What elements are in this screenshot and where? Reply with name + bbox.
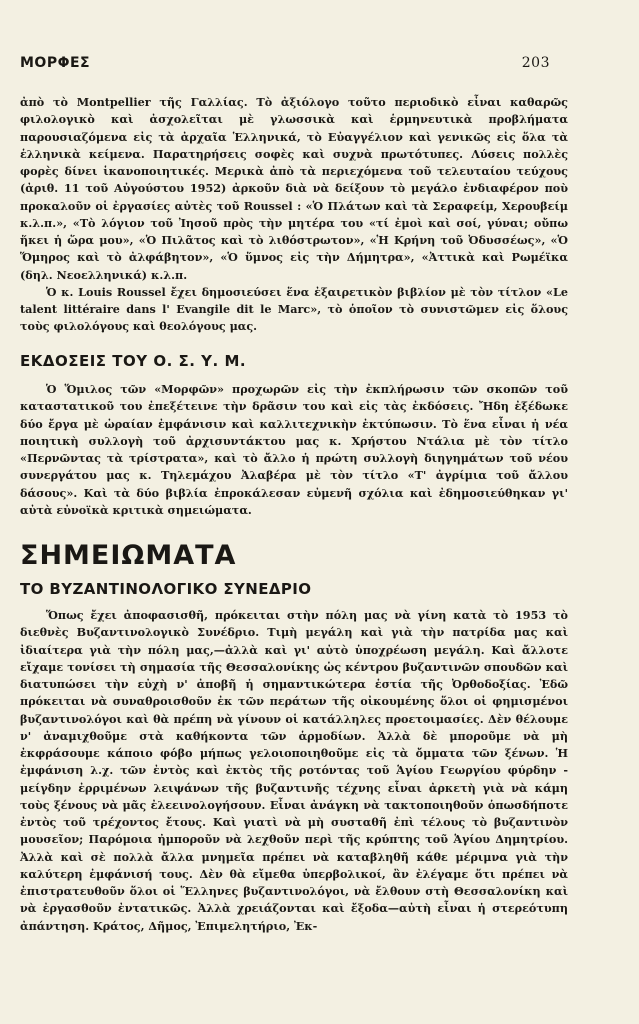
congress-block — [20, 607, 568, 935]
intro-paragraph: ἀπὸ τὸ Montpellier τῆς Γαλλίας. Τὸ ἀξιόλογο τοῦτο περιοδικὸ εἶναι καθαρῶς φιλολογικὸ καὶ ἀσχολεῖται μὲ γλωσσικὰ καὶ ἑρμηνευτικὰ προβλήματα παρουσιαζόμενα εἰς τὰ ἀρχαῖα Ἑλληνικά, τὸ Εὐαγγέλιον καὶ γενικῶς εἰς ὅλα τὰ ἑλληνικὰ κείμενα. Παρατηρήσεις σοφὲς καὶ συχνὰ πρωτότυπες. Λύσεις πολλὲς φορὲς δίνει ἱκανοποιητικές. Μερικὰ ἀπὸ τὰ περιεχόμενα τοῦ τελευταίου τεύχους (ἀριθ. 11 τοῦ Αὐγούστου 1952) ἀρκοῦν διὰ νὰ δείξουν τὸ μεγάλο ἐνδιαφέρον ποὺ προκαλοῦν οἱ ἐργασίες αὐτὲς τοῦ Roussel : «Ὁ Πλάτων καὶ τὰ Σεραφείμ, Χερουβείμ κ.λ.π.», «Τὸ λόγιον τοῦ Ἰησοῦ πρὸς τὴν μητέρα του «τί ἐμοὶ καὶ σοί, γύναι; οὔπω ἥκει ἡ ὥρα μου», «Ὁ Πιλᾶτος καὶ τὸ λιθόστρωτον», «Ἡ Κρήνη τοῦ Ὀδυσσέως», «Ὁ Ὅμηρος καὶ τὸ ἀλφάβητον», «Ὁ ὕμνος εἰς τὴν Δήμητρα», «Ἀττικὰ καὶ Ρωμέϊκα (δηλ. Νεοελληνικά) κ.λ.π. — [20, 95, 568, 282]
section-heading-editions: ΕΚΔΟΣΕΙΣ ΤΟΥ Ο. Σ. Υ. Μ. — [20, 352, 247, 370]
congress-paragraph: Ὅπως ἔχει ἀποφασισθῆ, πρόκειται στὴν πόλη μας νὰ γίνη κατὰ τὸ 1953 τὸ διεθνὲς Βυζαντινολογικὸ Συνέδριο. Τιμὴ μεγάλη καὶ γιὰ τὴν πατρίδα μας καὶ ἰδιαίτερα γιὰ τὴν πόλη μας,—ἀλλὰ καὶ γι' αὐτὸ ὑποχρέωση μεγάλη. Καὶ ἄλλοτε εἴχαμε τονίσει τὴ σημασία τῆς Θεσσαλονίκης ὡς κέντρου βυζαντινῶν σπουδῶν καὶ διατυπώσει τὴν εὐχὴ ν' ἀποβῆ ἡ σημαντικώτερα ἑστία τῆς Ὀρθοδοξίας. Ἐδῶ πρόκειται νὰ συναθροισθοῦν ἐκ τῶν περάτων τῆς οἰκουμένης ὅλοι οἱ φημισμένοι βυζαντινολόγοι καὶ θὰ πρέπη νὰ γίνουν οἱ κατάλληλες προετοιμασίες. Δὲν θέλουμε ν' ἀναμιχθοῦμε στὰ καθήκοντα τῶν ἁρμοδίων. Ἀλλὰ δὲ μποροῦμε νὰ μὴ ἐκφράσουμε κάποιο φόβο μήπως γελοιοποιηθοῦμε εἰς τὰ ὄμματα τῶν ξένων. Ἡ ἐμφάνιση λ.χ. τῶν ἐντὸς καὶ ἐκτὸς τῆς ροτόντας τοῦ Ἁγίου Γεωργίου φύρδην - μείγδην ἐρριμένων λειψάνων τῆς βυζαντινῆς τέχνης εἶναι ἀρκετὴ γιὰ νὰ κάμη τοὺς ξένους νὰ μᾶς ἐλεεινολογήσουν. Εἶναι ἀνάγκη νὰ τακτοποιηθοῦν ὁπωσδήποτε ἐντὸς τοῦ τρέχοντος ἔτους. Καὶ γιατὶ νὰ μὴ συσταθῆ ἐπὶ τέλους τὸ βυζαντινὸν μουσεῖον; Παρόμοια ἠμποροῦν νὰ λεχθοῦν περὶ τῆς κρύπτης τοῦ Ἁγίου Δημητρίου. Ἀλλὰ καὶ σὲ πολλὰ ἄλλα μνημεῖα πρέπει νὰ καταβληθῆ κάθε μέριμνα γιὰ τὴν καλύτερη ἐμφάνισή τους. Δὲν θὰ εἴμεθα ὑπερβολικοί, ἂν ἐλέγαμε ὅτι πρέπει νὰ ἐπιστρατευθοῦν ὅλοι οἱ Ἕλληνες βυζαντινολόγοι, νὰ ἔλθουν στὴ Θεσσαλονίκη καὶ νὰ ἐργασθοῦν ἐντατικῶς. Ἀλλὰ χρειάζονται καὶ ἔξοδα—αὐτὴ εἶναι ἡ στερεότυπη ἀπάντηση. Κράτος, Δῆμος, Ἐπιμελητήριο, Ἐκ- — [20, 608, 568, 933]
intro-block — [20, 94, 568, 336]
editions-block — [20, 381, 568, 519]
editions-paragraph: Ὁ Ὅμιλος τῶν «Μορφῶν» προχωρῶν εἰς τὴν ἐκπλήρωσιν τῶν σκοπῶν τοῦ καταστατικοῦ του ἐπεξέτεινε τὴν δρᾶσιν του καὶ εἰς τὰς ἐκδόσεις. Ἤδη ἐξέδωκε δύο ἔργα μὲ ὡραίαν ἐμφάνισιν καὶ καλλιτεχνικὴν ἐκτύπωσιν. Τὸ ἕνα εἶναι ἡ νέα ποιητικὴ συλλογὴ τοῦ ἀρχισυντάκτου μας κ. Χρήστου Ντάλια μὲ τὸν τίτλο «Περνῶντας τὰ τρίστρατα», καὶ τὸ ἄλλο ἡ πρώτη συλλογὴ διηγημάτων τοῦ νέου συνεργάτου μας κ. Τηλεμάχου Ἀλαβέρα μὲ τὸν τίτλο «Τ' ἀγρίμια τοῦ ἄλλου δάσους». Καὶ τὰ δύο βιβλία ἐπροκάλεσαν εὐμενῆ σχόλια καὶ ἐδημοσιεύθηκαν γι' αὐτὰ εὐνοϊκὰ κριτικὰ σημειώματα. — [20, 382, 568, 517]
journal-title: ΜΟΡΦΕΣ — [20, 55, 91, 71]
subsection-heading-byzantine-congress: ΤΟ ΒΥΖΑΝΤΙΝΟΛΟΓΙΚΟ ΣΥΝΕΔΡΙΟ — [20, 580, 312, 598]
page-number: 203 — [521, 55, 550, 71]
section-heading-notes: ΣΗΜΕΙΩΜΑΤΑ — [20, 540, 237, 571]
intro-paragraph-2: Ὁ κ. Louis Roussel ἔχει δημοσιεύσει ἕνα ἐξαιρετικὸν βιβλίον μὲ τὸν τίτλον «Le talent littéraire dans l' Evangile dit le Marc», τὸ ὁποῖον τὸ συνιστῶμεν εἰς ὅλους τοὺς φιλολόγους καὶ θεολόγους μας. — [20, 284, 568, 334]
